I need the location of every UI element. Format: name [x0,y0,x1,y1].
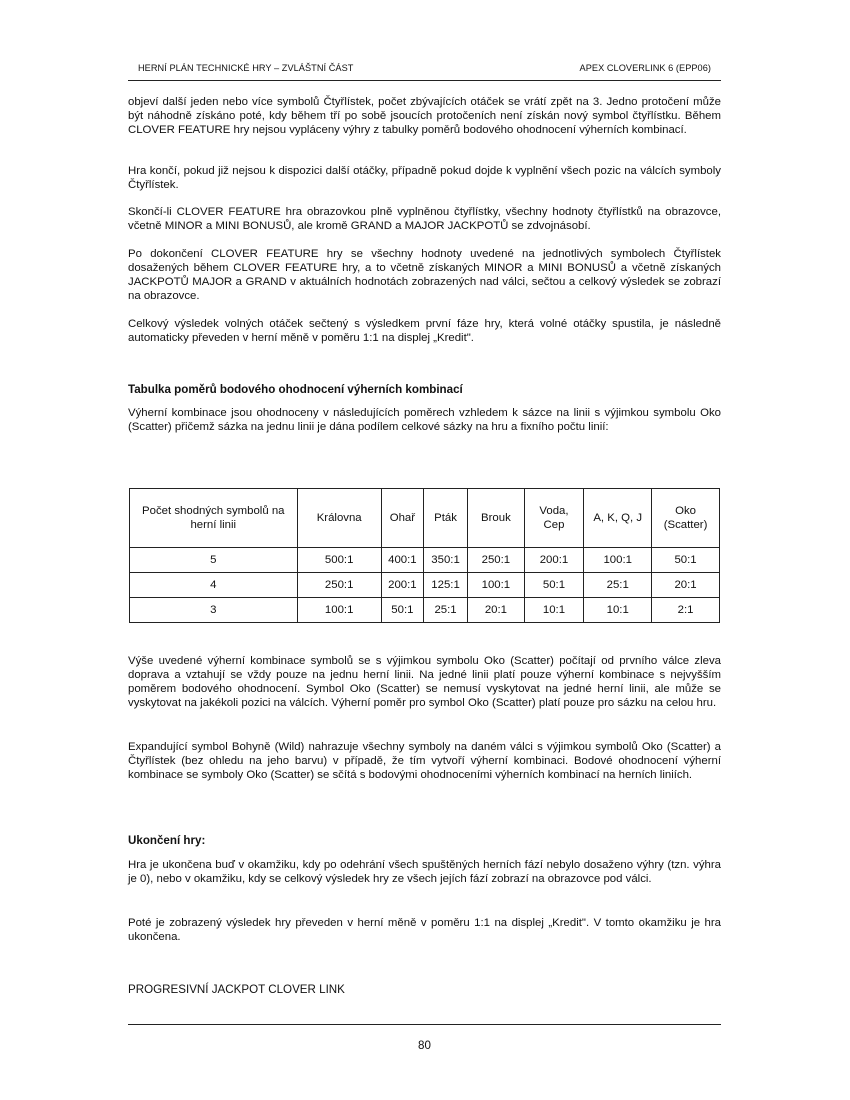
header-divider [128,80,721,81]
column-header-akqj: A, K, Q, J [584,489,652,548]
table-cell: 5 [130,548,298,573]
table-cell: 20:1 [652,573,720,598]
footer-divider [128,1024,721,1025]
table-cell: 500:1 [297,548,381,573]
table-cell: 50:1 [381,598,423,623]
table-cell: 25:1 [423,598,467,623]
table-cell: 10:1 [584,598,652,623]
paragraph-game-end-condition: Hra končí, pokud již nejsou k dispozici další otáčky, případně pokud dojde k vyplnění všech pozic na válcích symboly Čtyřlístek. [128,165,721,191]
table-cell: 200:1 [381,573,423,598]
table-row [130,548,720,573]
table-cell: 2:1 [652,598,720,623]
table-row [130,573,720,598]
page-header [128,63,721,79]
table-cell: 100:1 [468,573,525,598]
paytable-heading: Tabulka poměrů bodového ohodnocení výherních kombinací [128,383,463,396]
table-cell: 3 [130,598,298,623]
column-header-ohar: Ohař [381,489,423,548]
table-cell: 10:1 [524,598,584,623]
table-cell: 50:1 [652,548,720,573]
column-header-ptak: Pták [423,489,467,548]
game-end-heading: Ukončení hry: [128,834,206,847]
next-section-title: PROGRESIVNÍ JACKPOT CLOVER LINK [128,983,345,996]
header-document-title: HERNÍ PLÁN TECHNICKÉ HRY – ZVLÁŠTNÍ ČÁST [138,63,354,73]
column-header-voda-cep: Voda, Cep [524,489,584,548]
paytable-intro: Výherní kombinace jsou ohodnoceny v následujících poměrech vzhledem k sázce na linii s výjimkou symbolu Oko (Scatter) přičemž sázka na jednu linii je dána podílem celkové sázky na hru a fixního počtu linií: [128,407,721,433]
paytable [129,488,720,623]
table-row [130,598,720,623]
table-cell: 100:1 [297,598,381,623]
table-cell: 350:1 [423,548,467,573]
paytable-header-row [130,489,720,548]
column-header-matching-symbols: Počet shodných symbolů na herní linii [130,489,298,548]
page-number: 80 [418,1039,431,1052]
table-cell: 125:1 [423,573,467,598]
table-cell: 20:1 [468,598,525,623]
paragraph-credit-transfer: Celkový výsledek volných otáček sečtený s výsledkem první fáze hry, která volné otáčky spustila, je následně automaticky převeden v herní měně v poměru 1:1 na displej „Kredit". [128,318,721,344]
paragraph-wild-symbol: Expandující symbol Bohyně (Wild) nahrazuje všechny symboly na daném válci s výjimkou symbolů Oko (Scatter) a Čtyřlístek (bez ohledu na jeho barvu) v případě, že tím vytvoří výherní kombinaci. Bodové ohodnocení výherní kombinace se symboly Oko (Scatter) se sčítá s bodovými ohodnoceními výherních kombinací na herních liniích. [128,741,721,781]
column-header-oko-scatter: Oko (Scatter) [652,489,720,548]
table-cell: 50:1 [524,573,584,598]
paragraph-full-screen-doubling: Skončí-li CLOVER FEATURE hra obrazovkou plně vyplněnou čtyřlístky, všechny hodnoty čtyřlístků na obrazovce, včetně MINOR a MINI BONUSŮ, ale kromě GRAND a MAJOR JACKPOTŮ se zdvojnásobí. [128,206,721,232]
table-cell: 4 [130,573,298,598]
paragraph-combination-rules: Výše uvedené výherní kombinace symbolů se s výjimkou symbolu Oko (Scatter) počítají od prvního válce zleva doprava a vztahují se vždy pouze na jednu herní linii. Na jedné linii platí pouze výherní kombinace s nejvyšším poměrem bodového ohodnocení. Symbol Oko (Scatter) se nemusí vyskytovat na jedné herní linii, ale může se vyskytovat na jakékoli pozici na válcích. Výherní poměr pro symbol Oko (Scatter) platí pouze pro sázku na celou hru. [128,655,721,709]
paragraph-game-end: Hra je ukončena buď v okamžiku, kdy po odehrání všech spuštěných herních fází nebylo dosaženo výhry (tzn. výhra je 0), nebo v okamžiku, kdy se celkový výsledek hry ze všech jejích fází zobrazí na obrazovce pod válci. [128,859,721,885]
table-cell: 250:1 [297,573,381,598]
table-cell: 250:1 [468,548,525,573]
paragraph-feature-summation: Po dokončení CLOVER FEATURE hry se všechny hodnoty uvedené na jednotlivých symbolech Čtyřlístek dosažených během CLOVER FEATURE hry, a to včetně získaných MINOR a MINI BONUSŮ a včetně získaných JACKPOTŮ MAJOR a GRAND v aktuálních hodnotách zobrazených nad válci, sečtou a celkový výsledek se zobrazí na obrazovce. [128,248,721,302]
table-cell: 100:1 [584,548,652,573]
paragraph-clover-feature-respins: objeví další jeden nebo více symbolů Čtyřlístek, počet zbývajících otáček se vrátí zpět na 3. Jedno protočení může být náhodně získáno poté, kdy během tří po sobě jsoucích protočeních není získán nový symbol čtyřlístku. Během CLOVER FEATURE hry nejsou vypláceny výhry z tabulky poměrů bodového ohodnocení výherních kombinací. [128,96,721,136]
column-header-kralovna: Královna [297,489,381,548]
table-cell: 200:1 [524,548,584,573]
column-header-brouk: Brouk [468,489,525,548]
paragraph-result-transfer: Poté je zobrazený výsledek hry převeden v herní měně v poměru 1:1 na displej „Kredit". V tomto okamžiku je hra ukončena. [128,917,721,943]
table-cell: 25:1 [584,573,652,598]
table-cell: 400:1 [381,548,423,573]
header-game-name: APEX CLOVERLINK 6 (EPP06) [579,63,711,73]
